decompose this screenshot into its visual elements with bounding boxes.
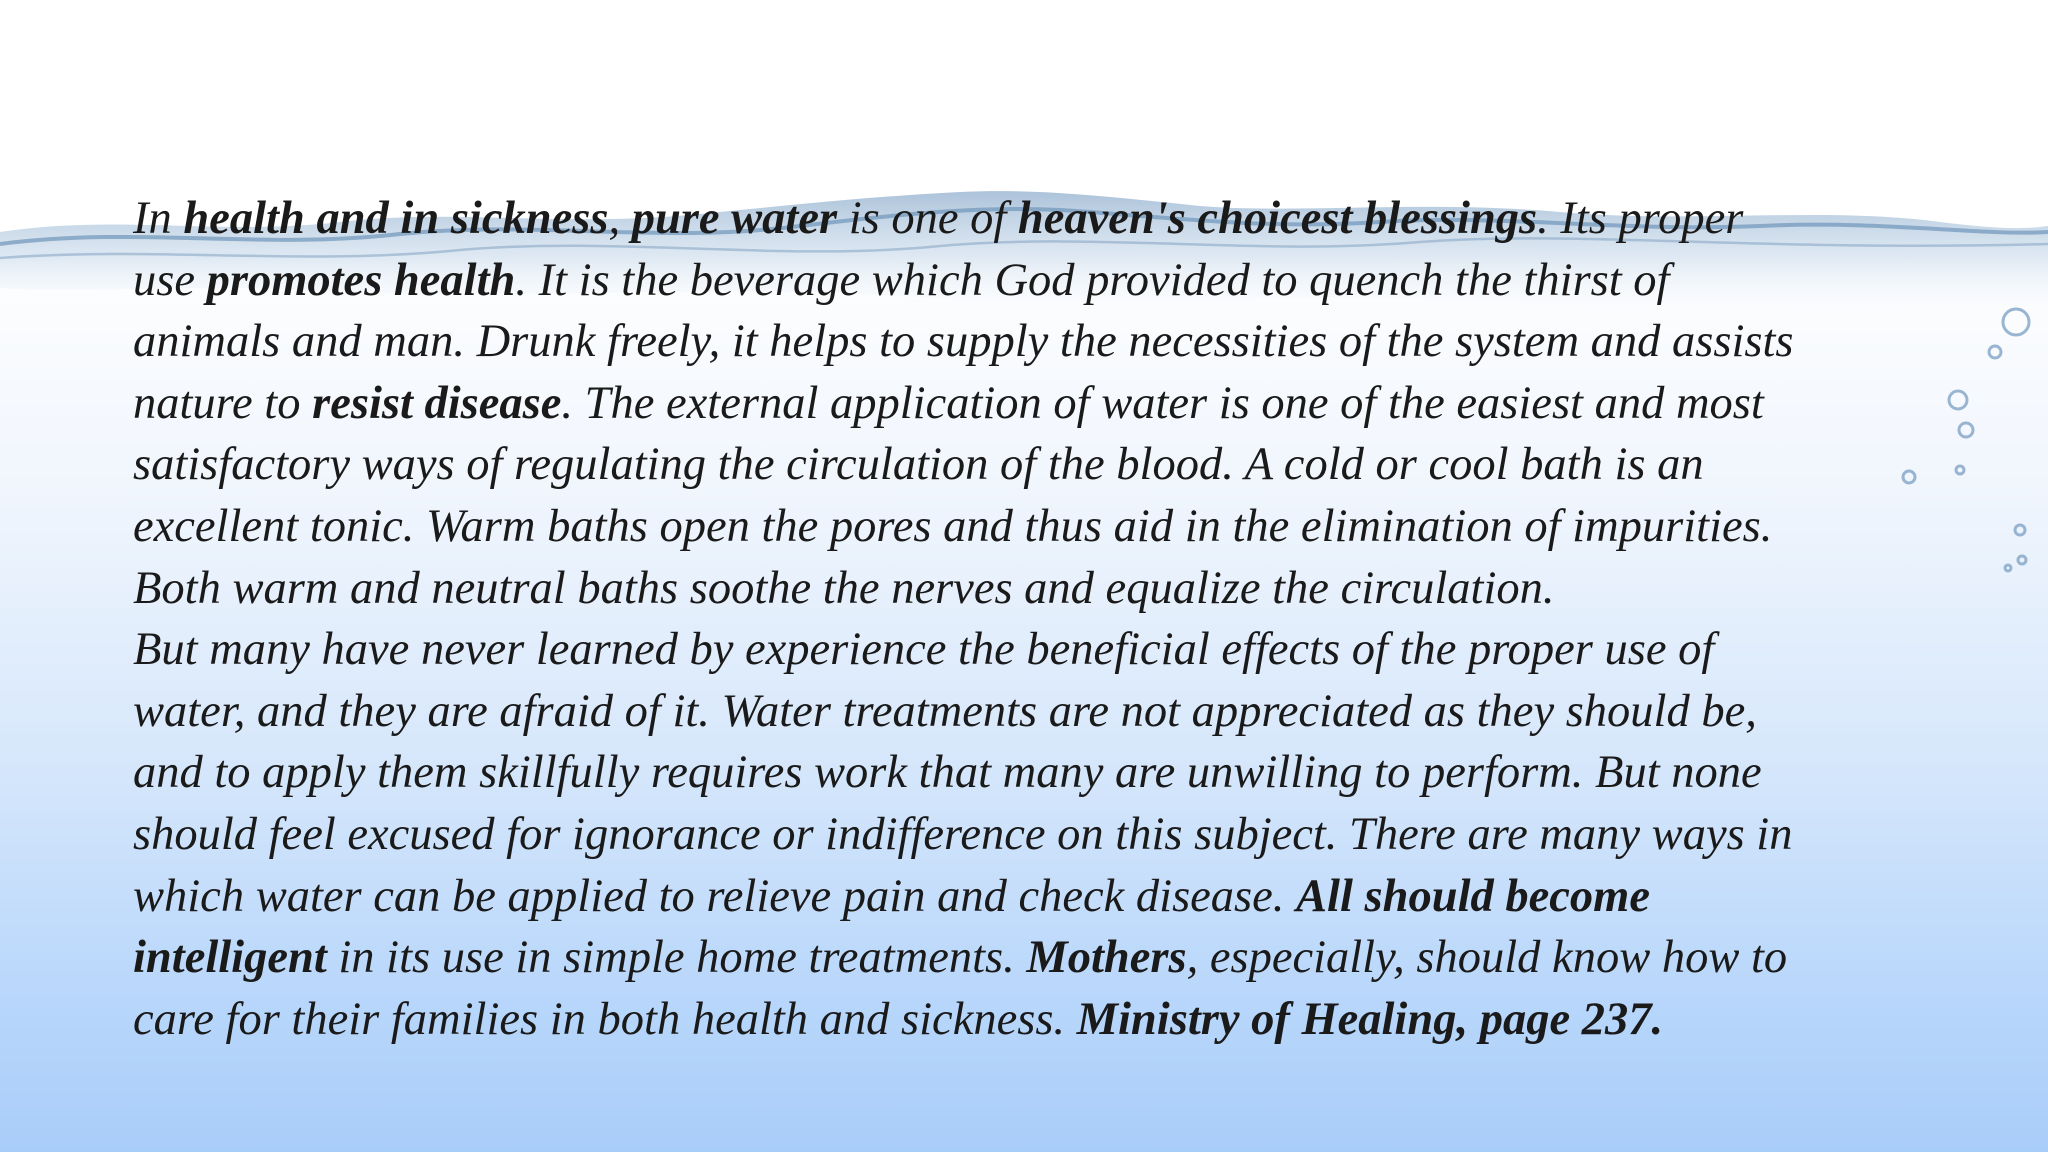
quote-line (133, 927, 2003, 989)
emphasis-text: pure water (631, 193, 838, 244)
quote-text-run: should feel excused for ignorance or indifference on this subject. There are many ways in (133, 808, 1793, 860)
quote-text-run: use (133, 254, 207, 306)
quote-text-run: satisfactory ways of regulating the circulation of the blood. A cold or cool bath is an (133, 439, 1704, 491)
quote-text-run: . The external application of water is one of the easiest and most (561, 377, 1764, 429)
quote-text-run: animals and man. Drunk freely, it helps to supply the necessities of the system and assists (133, 316, 1794, 368)
quote-line (133, 434, 2003, 496)
quote-text-run: care for their families in both health and sickness. (133, 993, 1077, 1045)
quote-text-run: and to apply them skillfully requires work that many are unwilling to perform. But none (133, 747, 1762, 799)
quote-line (133, 742, 2003, 804)
emphasis-text: intelligent (133, 932, 327, 984)
quote-line (133, 804, 2003, 866)
quote-line (133, 250, 2003, 312)
quote-text-block (133, 188, 2003, 1050)
emphasis-text: Ministry of Healing, page 237. (1076, 993, 1664, 1045)
quote-line (133, 866, 2003, 928)
quote-text-run: nature to (133, 377, 313, 429)
emphasis-text: health and in sickness (183, 193, 609, 244)
quote-text-run: But many have never learned by experience the beneficial effects of the proper use of (133, 624, 1715, 676)
quote-line (133, 619, 2003, 681)
quote-text-run: In (133, 193, 184, 244)
quote-text-run: Both warm and neutral baths soothe the nerves and equalize the circulation. (133, 562, 1555, 614)
quote-text-run: which water can be applied to relieve pain and check disease. (133, 870, 1297, 922)
quote-text-run: . It is the beverage which God provided to quench the thirst of (515, 254, 1670, 306)
quote-line (133, 681, 2003, 743)
quote-text-run: excellent tonic. Warm baths open the pores and thus aid in the elimination of impurities. (133, 500, 1773, 552)
quote-line (133, 496, 2003, 558)
emphasis-text: Mothers (1026, 932, 1187, 984)
emphasis-text: heaven's choicest blessings (1017, 193, 1538, 244)
quote-text-run: is one of (837, 193, 1018, 244)
quote-line (133, 558, 2003, 620)
quote-text-run: water, and they are afraid of it. Water treatments are not appreciated as they should be, (133, 685, 1757, 737)
quote-line (133, 989, 2003, 1051)
quote-text-run: , especially, should know how to (1186, 932, 1788, 984)
quote-line (133, 311, 2003, 373)
quote-text-run: , (608, 193, 632, 244)
quote-text-run: in its use in simple home treatments. (326, 932, 1027, 984)
emphasis-text: resist disease (312, 377, 562, 429)
quote-line (133, 188, 2003, 250)
quote-line (133, 373, 2003, 435)
quote-text-run: . Its proper (1537, 193, 1744, 244)
emphasis-text: promotes health (206, 254, 516, 306)
emphasis-text: All should become (1296, 870, 1650, 922)
